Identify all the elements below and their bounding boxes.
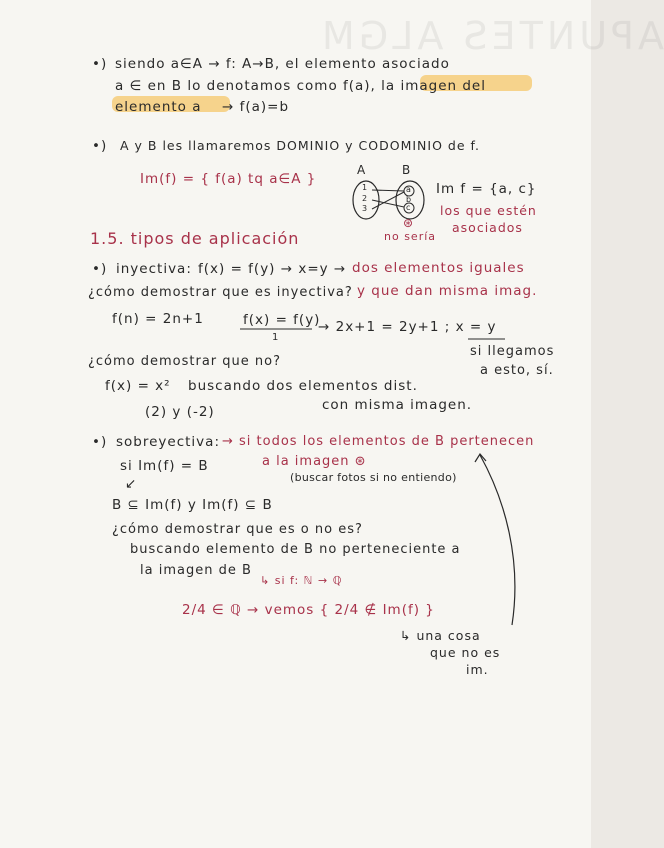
set-a-elem-2: 2 <box>362 194 369 203</box>
function-x2: f(x) = x² <box>105 378 171 394</box>
buscando-line2: con misma imagen. <box>322 397 473 413</box>
set-a-label: A <box>357 163 367 177</box>
que-no-es: que no es <box>430 645 501 660</box>
inyectiva-label: inyectiva: <box>116 261 192 277</box>
s1-line3a: elemento a <box>115 99 202 115</box>
section-heading: 1.5. tipos de aplicación <box>90 229 300 248</box>
set-a-elem-1: 1 <box>362 183 369 192</box>
inclusion: B ⊆ Im(f) y Im(f) ⊆ B <box>112 497 273 513</box>
im-result: Im f = {a, c} <box>436 181 537 197</box>
star-label: no sería <box>384 230 437 243</box>
eq-fraction-bottom: 1 <box>272 332 280 343</box>
no-question: ¿cómo demostrar que no? <box>88 354 281 369</box>
bullet-sobreyectiva: •) <box>92 434 108 450</box>
set-a-elem-3: 3 <box>362 204 369 213</box>
star-icon: ⊛ <box>403 216 415 230</box>
note-asociados: asociados <box>452 220 523 235</box>
function-fn: f(n) = 2n+1 <box>112 311 204 327</box>
bullet-2: •) <box>92 138 108 154</box>
sobreyectiva-def: → si todos los elementos de B pertenecen <box>222 434 535 449</box>
im-text: im. <box>466 662 489 677</box>
example-pair: (2) y (-2) <box>145 404 215 420</box>
s1-line3b: → f(a)=b <box>222 99 290 115</box>
bullet-inyectiva: •) <box>92 261 108 277</box>
sobreyectiva-label: sobreyectiva: <box>116 434 220 450</box>
sobreyectiva-note: (buscar fotos si no entiendo) <box>290 471 457 484</box>
ghost-title: APUNTES ALGM <box>318 14 664 58</box>
fraction-line: 2/4 ∈ ℚ → vemos { 2/4 ∉ Im(f) } <box>182 602 435 618</box>
s1-line1: siendo a∈A → f: A→B, el elemento asociado <box>115 56 450 72</box>
s1-line2: a ∈ en B lo denotamos como f(a), la imagen del <box>115 78 486 94</box>
eq-rest: → 2x+1 = 2y+1 ; x = y <box>318 319 497 335</box>
set-b-elem-c: c <box>406 203 412 212</box>
inyectiva-note: dos elementos iguales <box>352 260 525 276</box>
im-definition: Im(f) = { f(a) tq a∈A } <box>140 171 317 187</box>
una-cosa: ↳ una cosa <box>400 628 481 643</box>
inyectiva-question: ¿cómo demostrar que es inyectiva? <box>88 285 353 300</box>
si-llegamos: si llegamos <box>470 344 555 359</box>
inyectiva-def: f(x) = f(y) → x=y → <box>198 261 347 277</box>
set-b-elem-a: a <box>406 185 412 194</box>
sobreyectiva-question-3: la imagen de B <box>140 563 252 578</box>
bullet-1: •) <box>92 56 108 72</box>
sobreyectiva-question: ¿cómo demostrar que es o no es? <box>112 522 363 537</box>
sobreyectiva-def-2: a la imagen ⊛ <box>262 454 367 469</box>
set-b-elem-b: b <box>406 195 413 204</box>
a-esto-si: a esto, sí. <box>480 363 554 378</box>
eq-fraction-top: f(x) = f(y) <box>243 312 321 328</box>
arrow-down-left: ↙ <box>125 476 138 492</box>
buscando-line1: buscando dos elementos dist. <box>188 378 418 394</box>
si-im-b: si Im(f) = B <box>120 458 209 474</box>
s2-text: A y B les llamaremos DOMINIO y CODOMINIO de f. <box>120 138 480 153</box>
si-f-n-q: ↳ si f: ℕ → ℚ <box>260 574 343 587</box>
sobreyectiva-question-2: buscando elemento de B no perteneciente a <box>130 542 461 557</box>
inyectiva-question-2: y que dan misma imag. <box>357 283 538 299</box>
note-los-que: los que estén <box>440 203 537 218</box>
set-b-label: B <box>402 163 412 177</box>
